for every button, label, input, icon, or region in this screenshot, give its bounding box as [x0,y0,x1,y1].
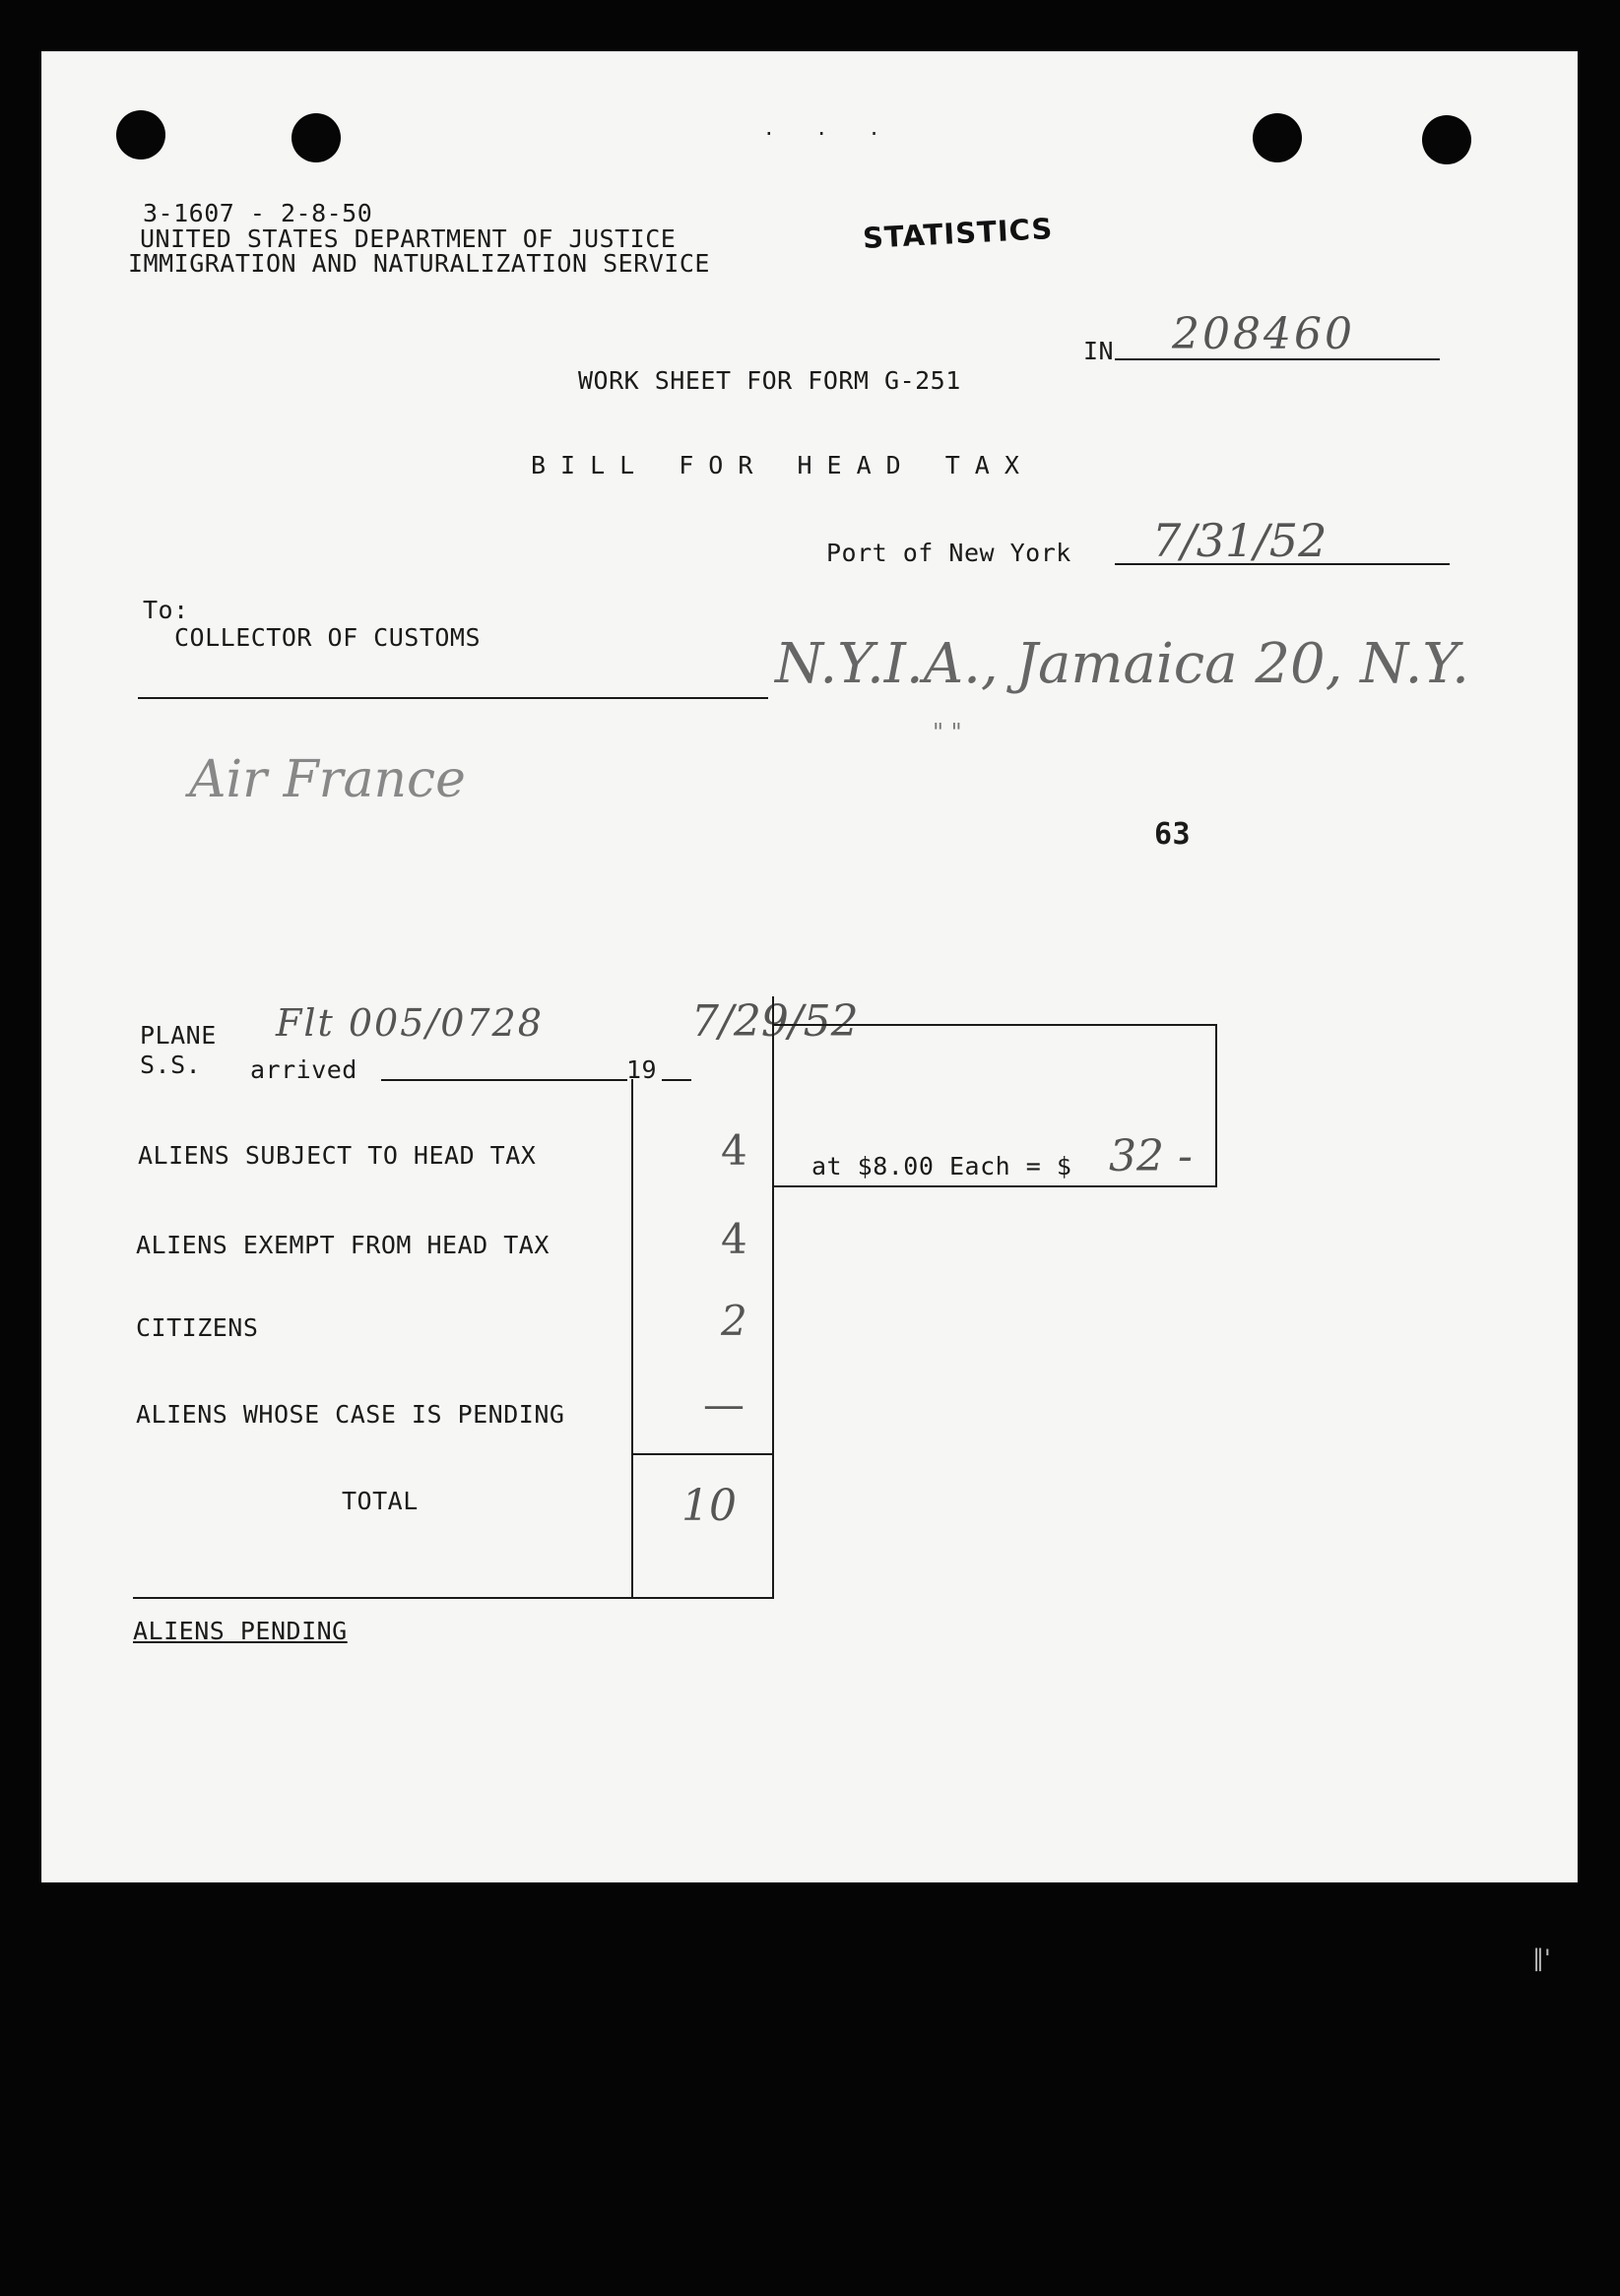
year-underline [662,1079,691,1081]
row-value-citizens: 2 [721,1297,747,1345]
ss-label: S.S. [140,1051,202,1079]
aliens-pending-label: ALIENS PENDING [133,1617,348,1645]
counts-column-left [631,1079,633,1598]
bill-title: BILL FOR HEAD TAX [531,451,1034,479]
in-label: IN [1083,337,1115,365]
total-value: 10 [681,1481,737,1531]
punch-hole [1253,113,1302,162]
total-label: TOTAL [342,1487,419,1515]
row-value-exempt: 4 [721,1215,747,1263]
worksheet-title: WORK SHEET FOR FORM G-251 [578,366,961,395]
punch-hole [116,110,165,159]
to-label: To: [143,596,189,624]
counts-bottom-rule [133,1597,774,1599]
row-label-pending: ALIENS WHOSE CASE IS PENDING [136,1400,565,1429]
in-number: 208460 [1172,309,1355,359]
year-prefix: 19 [626,1055,658,1084]
carrier-handwritten: Air France [189,750,466,809]
tax-amount: 32 - [1109,1131,1193,1181]
service-line: IMMIGRATION AND NATURALIZATION SERVICE [128,249,710,278]
row-label-exempt: ALIENS EXEMPT FROM HEAD TAX [136,1231,550,1259]
counts-column-right [772,996,774,1598]
collector-underline [138,697,768,699]
in-underline [1115,358,1440,360]
arrived-label: arrived [250,1055,357,1084]
flight-number: Flt 005/0728 [276,1001,544,1045]
scan-marks: ∥' [1532,1945,1551,1972]
port-date: 7/31/52 [1152,514,1328,567]
port-date-underline [1115,563,1450,565]
arrived-underline [381,1079,627,1081]
form-code: 3-1607 - 2-8-50 [143,199,373,227]
row-value-subject: 4 [721,1126,747,1175]
rate-text: at $8.00 Each = $ [811,1152,1072,1180]
department-line: UNITED STATES DEPARTMENT OF JUSTICE [140,224,677,253]
count-number: 63 [1154,817,1192,852]
punch-hole [1422,115,1471,164]
collector-label: COLLECTOR OF CUSTOMS [174,623,482,652]
row-label-citizens: CITIZENS [136,1313,259,1342]
counts-subtotal-rule [631,1453,774,1455]
ditto-marks: " " [933,719,962,746]
statistics-stamp: STATISTICS [862,211,1055,256]
punch-hole [292,113,341,162]
port-label: Port of New York [826,539,1071,567]
arrival-date: 7/29/52 [691,996,859,1047]
plane-label: PLANE [140,1021,217,1050]
document-page [41,51,1578,1882]
row-value-pending: — [703,1380,745,1429]
row-label-subject: ALIENS SUBJECT TO HEAD TAX [138,1141,537,1170]
scan-specks: · · · [765,120,878,148]
address-handwritten: N.Y.I.A., Jamaica 20, N.Y. [775,632,1469,696]
